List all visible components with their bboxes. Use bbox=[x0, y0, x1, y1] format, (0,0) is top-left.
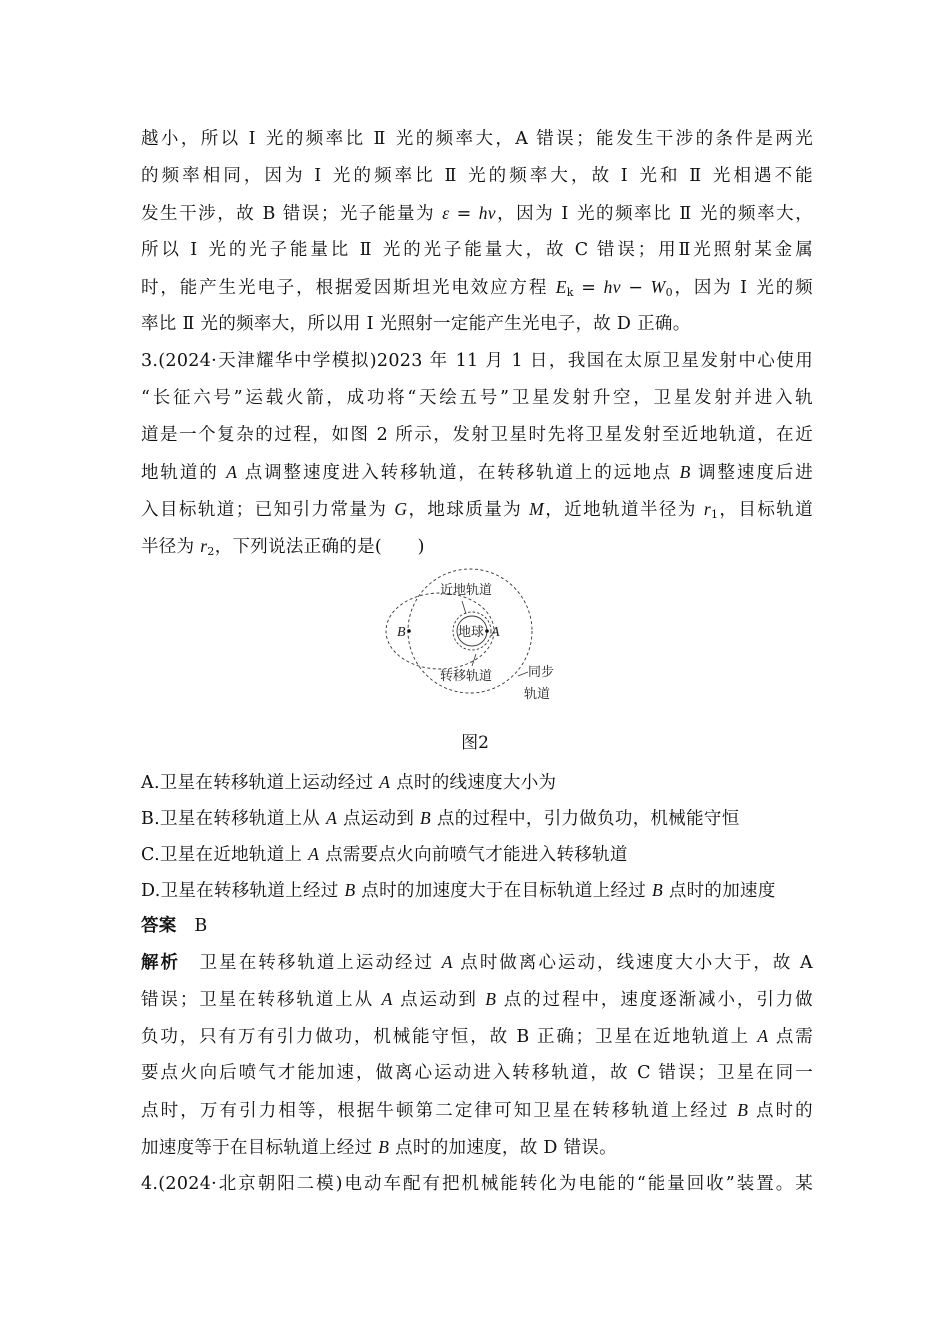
analysis-line: 发生干涉，故 B 错误；光子能量为 ε = hν，因为 Ⅰ 光的频率比 Ⅱ 光的频率大， bbox=[141, 203, 813, 224]
answer-line bbox=[141, 911, 813, 941]
analysis-line: 要点火向后喷气才能加速，做离心运动进入转移轨道，故 C 错误；卫星在同一 bbox=[141, 1063, 813, 1083]
analysis-line: 的频率相同，因为 Ⅰ 光的频率比 Ⅱ 光的频率大，故 Ⅰ 光和 Ⅱ 光相遇不能 bbox=[141, 166, 813, 186]
question-4-stem: 4.(2024·北京朝阳二模)电动车配有把机械能转化为电能的“能量回收”装置。某 bbox=[141, 1174, 813, 1194]
point-b-dot bbox=[407, 629, 411, 633]
sync-orbit-pointer bbox=[518, 672, 528, 676]
point-a-label: A bbox=[491, 625, 500, 640]
transfer-orbit-label: 转移轨道 bbox=[440, 669, 493, 684]
orbit-diagram bbox=[380, 568, 580, 708]
option-b: B.卫星在转移轨道上从 A 点运动到 B 点的过程中，引力做负功，机械能守恒 bbox=[141, 808, 740, 829]
analysis-line: 解析 卫星在转移轨道上运动经过 A 点时做离心运动，线速度大小大于，故 A bbox=[141, 952, 813, 973]
sync-orbit-label-2: 轨道 bbox=[524, 687, 551, 702]
point-b-label: B bbox=[397, 625, 406, 640]
analysis-line: 率比 Ⅱ 光的频率大，所以用 Ⅰ 光照射一定能产生光电子，故 D 正确。 bbox=[141, 314, 691, 334]
figure-caption: 图2 bbox=[461, 733, 489, 753]
answer-value: B bbox=[194, 916, 208, 936]
option-a: A.卫星在转移轨道上运动经过 A 点时的线速度大小为 bbox=[141, 772, 557, 793]
analysis-line: 加速度等于在目标轨道上经过 B 点时的加速度，故 D 错误。 bbox=[141, 1137, 617, 1158]
analysis-line: 所以 Ⅰ 光的光子能量比 Ⅱ 光的光子能量大，故 C 错误；用Ⅱ光照射某金属 bbox=[141, 240, 813, 260]
analysis-line: 负功，只有万有引力做功，机械能守恒，故 B 正确；卫星在近地轨道上 A 点需 bbox=[141, 1026, 813, 1047]
question-3-stem: 入目标轨道；已知引力常量为 G，地球质量为 M，近地轨道半径为 $r_1$，目标轨道 bbox=[141, 499, 814, 521]
analysis-line: 越小，所以 Ⅰ 光的频率比 Ⅱ 光的频率大，A 错误；能发生干涉的条件是两光 bbox=[141, 129, 813, 149]
point-a-dot bbox=[485, 629, 489, 633]
near-orbit-label: 近地轨道 bbox=[440, 583, 493, 598]
question-3-stem: 道是一个复杂的过程，如图 2 所示，发射卫星时先将卫星发射至近地轨道，在近 bbox=[141, 425, 813, 445]
question-3-stem: 半径为 $r_2$，下列说法正确的是( ) bbox=[141, 536, 425, 558]
question-3-stem: 3.(2024·天津耀华中学模拟)2023 年 11 月 1 日，我国在太原卫星发射中心使用 bbox=[141, 351, 813, 371]
question-3-stem: 地轨道的 A 点调整速度进入转移轨道，在转移轨道上的远地点 B 调整速度后进 bbox=[141, 462, 814, 483]
option-c: C.卫星在近地轨道上 A 点需要点火向前喷气才能进入转移轨道 bbox=[141, 844, 628, 865]
analysis-line: 错误；卫星在转移轨道上从 A 点运动到 B 点的过程中，速度逐渐减小，引力做 bbox=[141, 989, 813, 1010]
answer-label: 答案 bbox=[141, 916, 177, 936]
near-orbit-pointer bbox=[462, 601, 466, 614]
earth-label: 地球 bbox=[458, 625, 485, 640]
question-3-stem: “长征六号”运载火箭，成功将“天绘五号”卫星发射升空，卫星发射并进入轨 bbox=[141, 388, 813, 408]
option-d: D.卫星在转移轨道上经过 B 点时的加速度大于在目标轨道上经过 B 点时的加速度 bbox=[141, 880, 776, 901]
analysis-line: 时，能产生光电子，根据爱因斯坦光电效应方程 $E_k = h\nu - W_0$，因为 Ⅰ 光的频 bbox=[141, 277, 813, 299]
analysis-label: 解析 bbox=[141, 953, 181, 973]
sync-orbit-label-1: 同步 bbox=[528, 665, 555, 680]
analysis-line: 点时，万有引力相等，根据牛顿第二定律可知卫星在转移轨道上经过 B 点时的 bbox=[141, 1100, 813, 1121]
